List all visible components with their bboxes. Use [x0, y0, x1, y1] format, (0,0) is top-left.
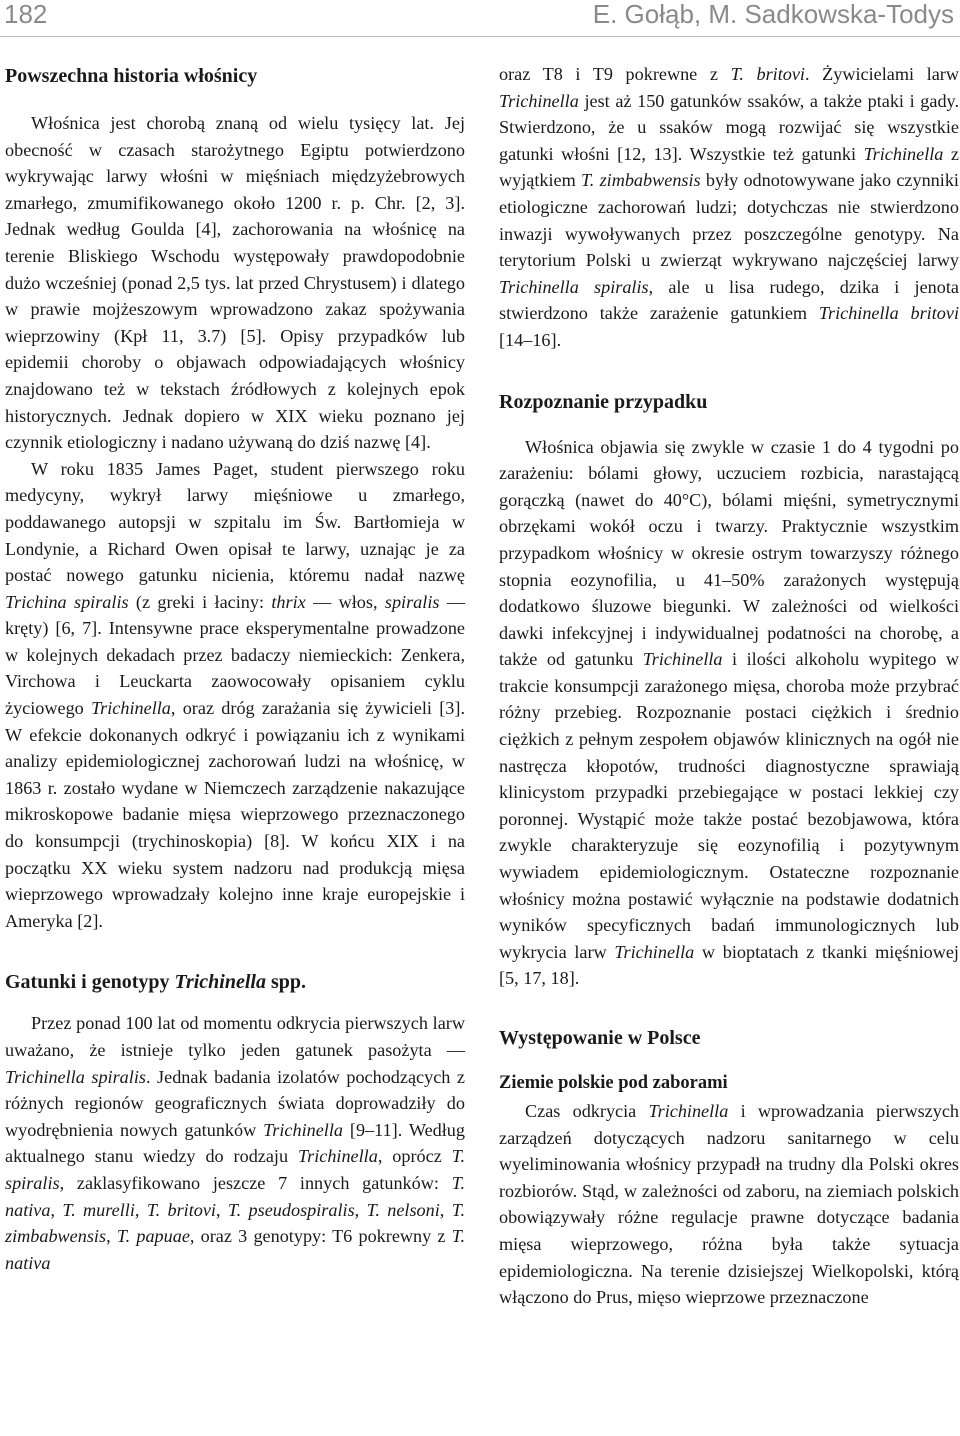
page-number: 182: [4, 0, 48, 29]
species-paragraph: Przez ponad 100 lat od momentu odkrycia pierwszych larw uważano, że istnieje tylko jeden gatunek pasożyta — Trichinella spiralis. Jednak badania izolatów pochodzących z różnych regionów geograficznych świata doprowadziły do wyodrębnienia nowych gatunków Trichinella [9–11]. Według aktualnego stanu wiedzy do rodzaju Trichinella, oprócz T. spiralis, zaklasyfikowano jeszcze 7 innych gatunków: T. nativa, T. murelli, T. britovi, T. pseudospiralis, T. nelsoni, T. zimbabwensis, T. papuae, oraz 3 genotypy: T6 pokrewny z T. nativa: [5, 1013, 466, 1273]
partitions-paragraph: Czas odkrycia Trichinella i wprowadzania pierwszych zarządzeń dotyczących nadzoru sanitarnego w celu wyeliminowania włośnicy przypadł na trudny dla Polski okres rozbiorów. Stąd, w zależności od zaboru, na ziemiach polskich obowiązywały różne regulacje prawne dotyczące badania mięsa wieprzowego, różna była także sytuacja epidemiologiczna. Na terenie dzisiejszej Wielkopolski, którą włączono do Prus, mięso wieprzowe przeznaczone: [499, 1101, 960, 1308]
history-paragraph-1: Włośnica jest chorobą znaną od wielu tysięcy lat. Jej obecność w czasach starożytnego Egiptu potwierdzono wykrywając larwy włośni w mięśniach międzyżebrowych zmarłego, zmumifikowanego około 1200 r. p. Chr. [2, 3]. Jednak według Goulda [4], zachorowania na włośnicę na terenie Bliskiego Wschodu występowały prawdopodobnie dużo wcześniej (ponad 2,5 tys. lat przed Chrystusem) i dlatego w prawie mojżeszowym wprowadzono zakaz spożywania wieprzowiny (Kpł 11, 3.7) [5]. Opisy przypadków lub epidemii choroby o objawach odpowiadających włośnicy znajdowano też w tekstach źródłowych z kolejnych epok historycznych. Jednak dopiero w XIX wieku poznano jej czynnik etiologiczny i nadano używaną do dziś nazwę [4].: [5, 113, 465, 453]
subsection-heading-partitions: Ziemie polskie pod zaborami: [499, 1073, 728, 1093]
left-column: [5, 62, 465, 1276]
section-heading-history: Powszechna historia włośnicy: [5, 65, 258, 87]
section-heading-diagnosis: Rozpoznanie przypadku: [499, 390, 708, 413]
header-divider: [0, 36, 960, 37]
page-header: [0, 0, 960, 32]
right-column: [499, 61, 959, 1311]
section-heading-poland: Występowanie w Polsce: [499, 1027, 701, 1049]
section-heading-species: Gatunki i genotypy Trichinella spp.: [5, 971, 306, 994]
history-paragraph-2: W roku 1835 James Paget, student pierwszego roku medycyny, wykrył larwy mięśniowe u zmarłego, poddawanego autopsji w szpitalu im Św. Bartłomieja w Londynie, a Richard Owen opisał te larwy, uznając je za postać nowego gatunku nicienia, któremu nadał nazwę Trichina spiralis (z greki i łaciny: thrix — włos, spiralis — kręty) [6, 7]. Intensywne prace eksperymentalne prowadzone w kolejnych dekadach przez badaczy niemieckich: Zenkera, Virchowa i Leuckarta zaowocowały opisaniem cyklu życiowego Trichinella, oraz dróg zarażania się żywicieli [3]. W efekcie dokonanych odkryć i powiązaniu ich z wynikami analizy epidemiologicznej zachorowań ludzi na włośnicę, w 1863 r. zostało wydane w Niemczech zarządzenie nakazujące mikroskopowe badanie mięsa wieprzowego przeznaczonego do konsumpcji (trychinoskopia) [8]. W końcu XIX i na początku XX wieku system nadzoru nad produkcją mięsa wieprzowego wprowadzały kolejno inne kraje europejskie i Ameryka [2].: [5, 458, 466, 931]
species-continuation-paragraph: oraz T8 i T9 pokrewne z T. britovi. Żywicielami larw Trichinella jest aż 150 gatunków ssaków, a także ptaki i gady. Stwierdzono, że u ssaków mogą rozwijać się wszystkie gatunki włośni [12, 13]. Wszystkie też gatunki Trichinella z wyjątkiem T. zimbabwensis były odnotowywane jako czynniki etiologiczne zachorowań ludzi; dotychczas nie stwierdzono inwazji wywoływanych przez poszczególne genotypy. Na terytorium Polski u zwierząt wykrywano najczęściej larwy Trichinella spiralis, ale u lisa rudego, dzika i jenota stwierdzono także zarażenie gatunkiem Trichinella britovi [14–16].: [499, 64, 959, 350]
diagnosis-paragraph: Włośnica objawia się zwykle w czasie 1 do 4 tygodni po zarażeniu: bólami głowy, uczuciem rozbicia, narastającą gorączką (nawet do 40°C), bólami mięśni, symetrycznymi obrzękami wokół oczu i twarzy. Praktycznie wszystkim przypadkom włośnicy w okresie ostrym towarzyszy różnego stopnia eozynofilia, u 41–50% zarażonych występują dodatkowo śluzowe biegunki. W zależności od wielkości dawki infekcyjnej i indywidualnej podatności na chorobę, a także od gatunku Trichinella i ilości alkoholu wypitego w trakcie konsumpcji zarażonego mięsa, choroba może przybrać różny przebieg. Rozpoznanie postaci ciężkich i średnio ciężkich z pełnym zespołem objawów klinicznych na ogół nie nastręcza kłopotów, trudności diagnostyczne sprawiają klinicystom przypadki przebiegające w postaci lekkiej czy poronnej. Wystąpić może także postać bezobjawowa, która zwykle charakteryzuje się eozynofilią i pozytywnym wywiadem epidemiologicznym. Ostateczne rozpoznanie włośnicy można postawić wyłącznie na podstawie dodatnich wyników specyficznych badań immunologicznych lub wykrycia larw Trichinella w bioptatach z tkanki mięśniowej [5, 17, 18].: [499, 436, 959, 989]
running-head-authors: E. Gołąb, M. Sadkowska-Todys: [592, 0, 954, 29]
